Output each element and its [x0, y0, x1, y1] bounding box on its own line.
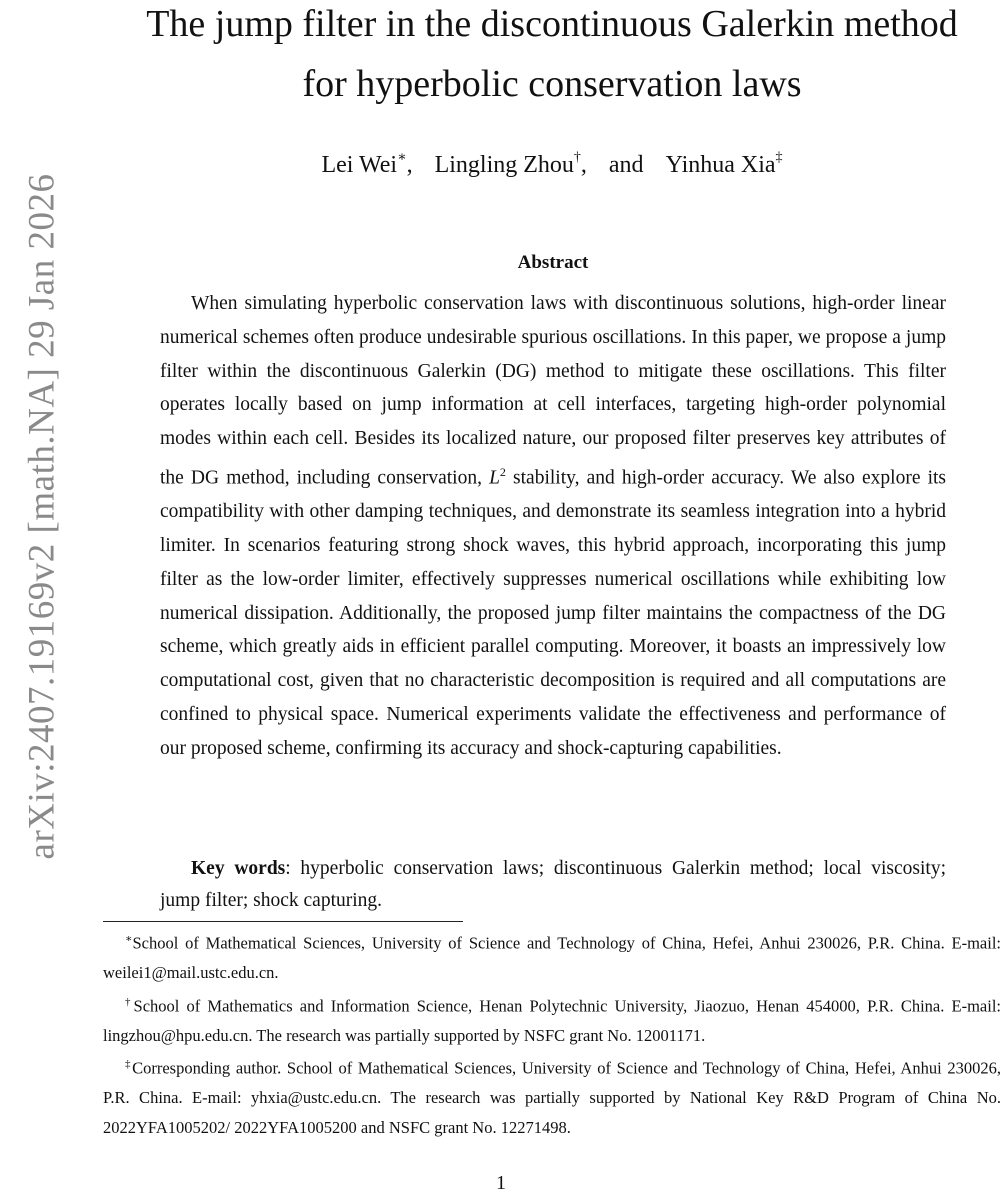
author-name: Lingling Zhou [434, 152, 574, 178]
footnote-text: School of Mathematical Sciences, University of Science and Technology of China, Hefei, Anhui 230026, P.R. China. E-mail: weilei1@mail.ustc.edu.cn. [103, 933, 1001, 982]
author-separator: , [406, 152, 413, 178]
abstract-heading: Abstract [517, 252, 589, 273]
author-separator: , [580, 152, 587, 178]
keywords-text: : hyperbolic conservation laws; discontinuous Galerkin method; local viscosity; jump filter; shock capturing. [160, 858, 946, 911]
arxiv-id: arXiv:2407.19169v2 [math.NA] 29 Jan 2026 [21, 173, 63, 859]
abstract-text-part-1: When simulating hyperbolic conservation laws with discontinuous solutions, high-order linear numerical schemes often produce undesirable spurious oscillations. In this paper, we propose a jump filter within the discontinuous Galerkin (DG) method to mitigate these oscillations. This filter operates locally based on jump information at cell interfaces, targeting high-order polynomial modes within each cell. Besides its localized nature, our proposed filter preserves key attributes of the DG method, including conservation, [160, 293, 946, 489]
footnote-mark: ∗ [125, 933, 133, 945]
author-name: Yinhua Xia [665, 152, 776, 178]
paper-title [100, 0, 1002, 114]
title-line-1: The jump filter in the discontinuous Galerkin method [146, 3, 958, 45]
author-list [100, 143, 1002, 182]
author-mark: ∗ [397, 150, 407, 165]
keywords-label: Key words [191, 858, 286, 879]
footnote [103, 1050, 1001, 1142]
footnotes [103, 925, 1001, 1142]
footnote-mark: † [125, 995, 134, 1008]
title-line-2: for hyperbolic conservation laws [302, 63, 802, 105]
footnote-mark: ‡ [125, 1058, 133, 1070]
abstract-body [160, 287, 946, 766]
footnote-text: Corresponding author. School of Mathematical Sciences, University of Science and Technology of China, Hefei, Anhui 230026, P.R. China. E-mail: yhxia@ustc.edu.cn. The research was partially supported by National Key R&D Program of China No. 2022YFA1005202/ 2022YFA1005200 and NSFC grant No. 12271498. [103, 1058, 1002, 1137]
author-mark: ‡ [775, 150, 783, 165]
footnote-rule [103, 921, 463, 922]
abstract-text-part-2: stability, and high-order accuracy. We also explore its compatibility with other damping techniques, and demonstrate its seamless integration into a hybrid limiter. In scenarios featuring strong shock waves, this hybrid approach, incorporating this jump filter as the low-order limiter, effectively suppresses numerical oscillations while exhibiting low numerical dissipation. Additionally, the proposed jump filter maintains the compactness of the DG scheme, which greatly aids in efficient parallel computing. Moreover, it boasts an impressively low computational cost, given that no characteristic decomposition is required and all computations are confined to physical space. Numerical experiments validate the effectiveness and performance of our proposed scheme, confirming its accuracy and shock-capturing capabilities. [160, 467, 947, 759]
footnote-text: School of Mathematics and Information Science, Henan Polytechnic University, Jiaozuo, Henan 454000, P.R. China. E-mail: lingzhou@hpu.edu.cn. The research was partially supported by NSFC grant No. 12001171. [103, 996, 1001, 1045]
page-number: 1 [496, 1172, 506, 1194]
footnote [103, 925, 1001, 988]
footnote [103, 988, 1001, 1051]
l2-symbol: L [489, 467, 500, 489]
l2-exponent: 2 [499, 464, 506, 479]
author-mark: † [573, 150, 581, 165]
author-connector: and [608, 152, 644, 178]
author-name: Lei Wei [321, 152, 398, 178]
arxiv-stamp [20, 160, 64, 872]
keywords [160, 853, 946, 917]
